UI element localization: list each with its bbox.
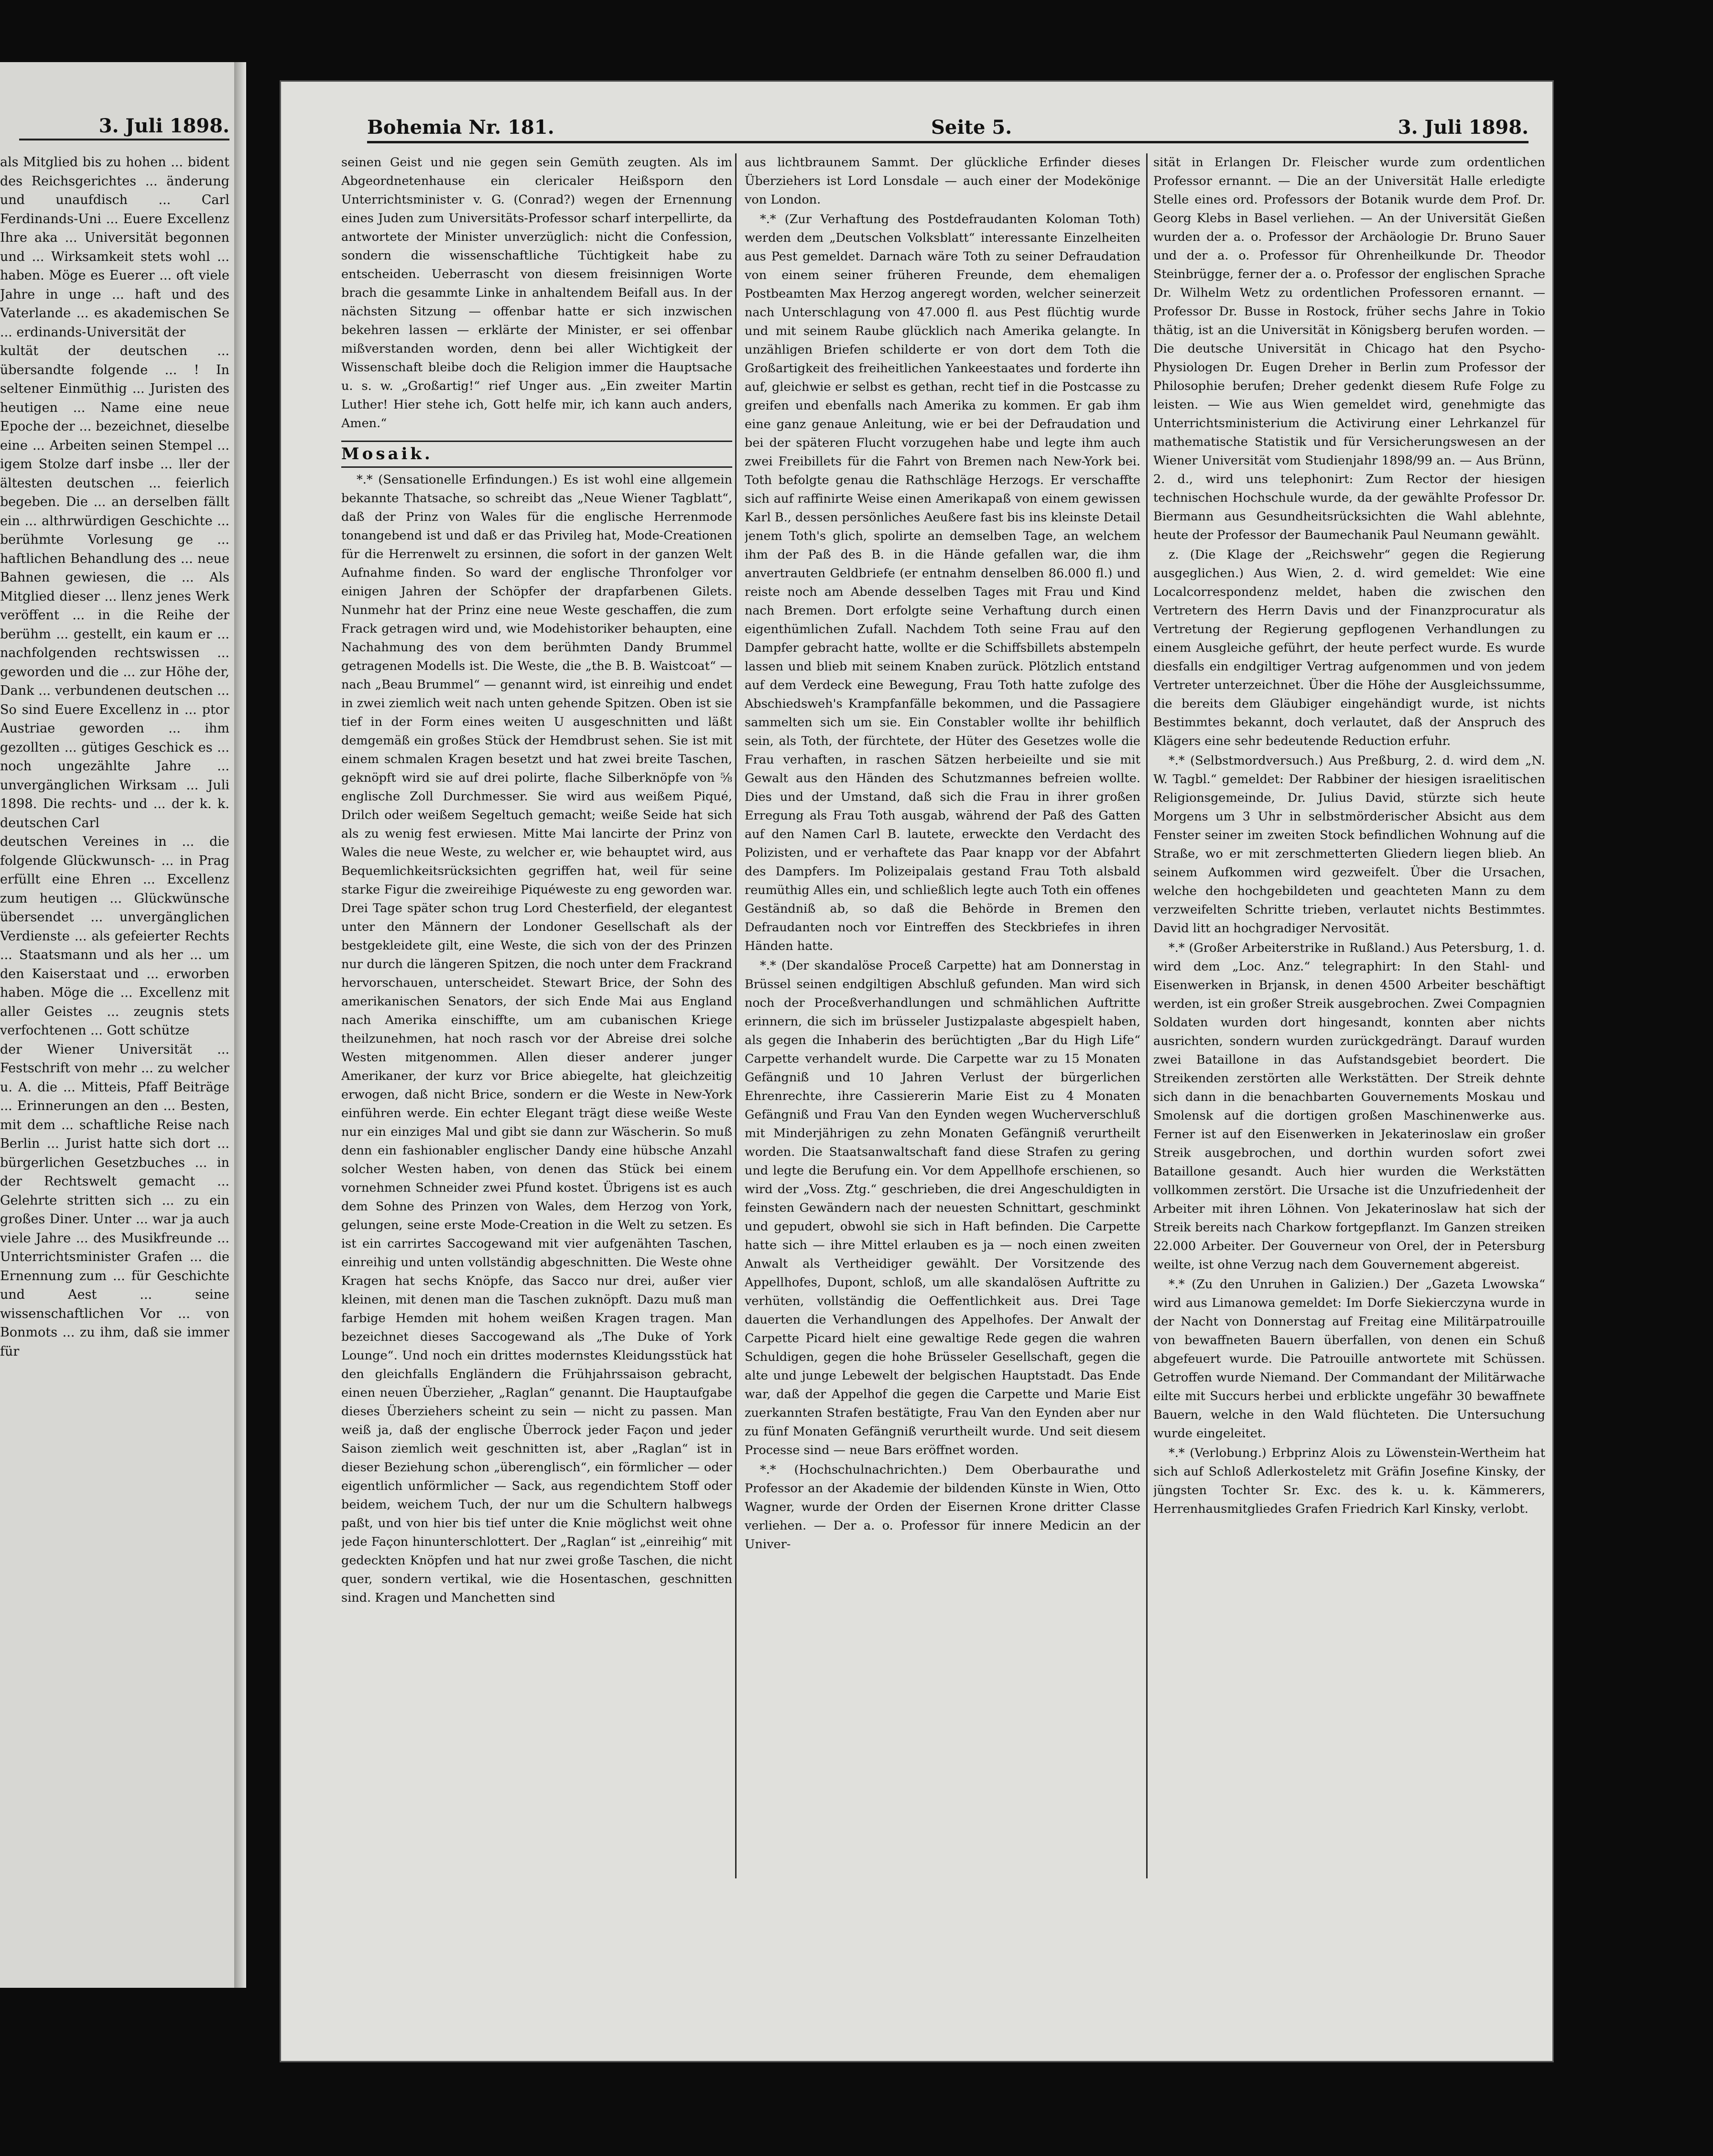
issue-date: 3. Juli 1898. xyxy=(1398,116,1529,139)
column-rule xyxy=(1146,153,1148,1878)
previous-page-fragment xyxy=(0,62,246,1988)
previous-page-paragraph: der Wiener Universität ... Festschrift von mehr ... zu welcher u. A. die ... Mitteis, Pfaff Beiträge ... Erinnerungen an den ... Besten, mit dem ... schaftliche Reise nach Berlin ... Jurist hatte sich dort ... bürgerlichen Gesetzbuches ... in der Rechtswelt gemacht ... Gelehrte stritten sich ... zu ein großes Diner. Unter ... war ja auch viele Jahre ... des Musikfreunde ... Unterrichtsminister Grafen ... die Ernennung zum ... für Geschichte und Aest ... seine wissenschaftlichen Vor ... von Bonmots ... zu ihm, daß sie immer für xyxy=(0,1042,229,1359)
article-paragraph: *.* (Sensationelle Erfindungen.) Es ist wohl eine allgemein bekannte Thatsache, so schreibt das „Neue Wiener Tagblatt“, daß der Prinz von Wales für die englische Herrenmode tonangebend ist und daß er das Privileg hat, Mode-Creationen für die Herrenwelt zu ersinnen, die sofort in der ganzen Welt Aufnahme finden. So ward der englische Thronfolger vor einigen Jahren der Schöpfer der drapfarbenen Gilets. Nunmehr hat der Prinz eine neue Weste geschaffen, die zum Frack getragen wird und, wie Modehistoriker behaupten, eine Nachahmung des von dem berühmten Dandy Brummel getragenen Modells ist. Die Weste, die „the B. B. Waistcoat“ — nach „Beau Brummel“ — genannt wird, ist einreihig und endet in zwei ziemlich weit nach unten gehende Spitzen. Oben ist sie tief in der Form eines weiten U ausgeschnitten und läßt demgemäß ein großes Stück der Hemdbrust sehen. Sie ist mit einem schmalen Kragen besetzt und hat zwei breite Taschen, geknöpft wird sie auf drei polirte, flache Silberknöpfe von ⅝ englische Zoll Durchmesser. Sie wird aus weißem Piqué, Drilch oder weißem Segeltuch gemacht; weiße Seide hat sich als zu wenig fest erwiesen. Mitte Mai lancirte der Prinz von Wales die neue Weste, zu welcher er, wie behauptet wird, aus Bequemlichkeitsrücksichten gegriffen hat, weil für seine starke Figur die zweireihige Piquéweste zu eng geworden war. Drei Tage später schon trug Lord Chesterfield, der elegantest unter den Männern der Londoner Gesellschaft als der bestgekleidete gilt, eine Weste, die sich von der des Prinzen nur durch die längeren Spitzen, die noch unter dem Frackrand hervorschauen, unterscheidet. Stewart Brice, der Sohn des amerikanischen Senators, der sich Ende Mai aus England nach Amerika einschiffte, um am cubanischen Kriege theilzunehmen, hat noch rasch vor der Abreise drei solche Westen mitgenommen. Allen dieser anderer junger Amerikaner, der kurz vor Brice abiegelte, hat gleichzeitig erwogen, daß nicht Brice, sondern er die Weste in New-York einführen werde. Ein echter Elegant trägt diese weiße Weste nur ein einziges Mal und gibt sie dann zur Wäscherin. So muß denn ein fashionabler englischer Dandy eine hübsche Anzahl solcher Westen haben, von denen das Stück bei einem vornehmen Schneider zwei Pfund kostet. Übrigens ist es auch dem Sohne des Prinzen von Wales, dem Herzog von York, gelungen, seine erste Mode-Creation in die Welt zu setzen. Es ist ein carrirtes Saccogewand mit vier aufgenähten Taschen, einreihig und unten vollständig abgeschnitten. Die Weste ohne Kragen hat sechs Knöpfe, das Sacco nur drei, außer vier kleinen, mit denen man die Taschen zuknöpft. Dazu muß man farbige Hemden mit hohem weißen Kragen tragen. Man bezeichnet dieses Saccogewand als „The Duke of York Lounge“. Und noch ein drittes modernstes Kleidungsstück hat den gleichfalls Engländern die Frühjahrssaison gebracht, einen neuen Überzieher, „Raglan“ genannt. Die Hauptaufgabe dieses Überziehers scheint zu sein — nicht zu passen. Man weiß ja, daß der englische Überrock jeder Façon und jeder Saison ziemlich weit geschnitten ist, aber „Raglan“ ist in dieser Beziehung schon „überenglisch“, ein förmlicher — oder eigentlich unförmlicher — Sack, aus regendichtem Stoff oder beidem, weichem Tuch, der nur um die Schultern halbwegs paßt, und von hier bis tief unter die Knie möglichst weit ohne jede Façon hinunterschlottert. Der „Raglan“ ist „einreihig“ mit gedeckten Knöpfen und hat nur zwei große Taschen, die nicht quer, sondern vertikal, wie die Hosentaschen, geschnitten sind. Kragen und Manchetten sind xyxy=(341,473,732,1605)
article-paragraph: sität in Erlangen Dr. Fleischer wurde zum ordentlichen Professor ernannt. — Die an der Universität Halle erledigte Stelle eines ord. Professors der Botanik wurde dem Prof. Dr. Georg Klebs in Basel verliehen. — An der Universität Gießen wurden der a. o. Professor der Archäologie Dr. Bruno Sauer und der a. o. Professor für Ohrenheilkunde Dr. Theodor Steinbrügge, ferner der a. o. Professor der englischen Sprache Dr. Wilhelm Wetz zu ordentlichen Professoren ernannt. — Professor Dr. Busse in Rostock, früher sechs Jahre in Tokio thätig, ist an die Universität in Königsberg berufen worden. — Die deutsche Universität in Chicago hat den Psycho-Physiologen Dr. Eugen Dreher in Berlin zum Professor der Philosophie berufen; Dreher gedenkt diesem Rufe Folge zu leisten. — Wie aus Wien gemeldet wird, genehmigte das Unterrichtsministerium die Activirung einer Lehrkanzel für mathematische Statistik und für Versicherungswesen an der Wiener Universität vom Studienjahr 1898/99 an. — Aus Brünn, 2. d., wird uns telephonirt: Zum Rector der hiesigen technischen Hochschule wurde, da der gewählte Professor Dr. Biermann aus Gesundheitsrücksichten die Wahl ablehnte, heute der Professor der Baumechanik Paul Neumann gewählt. xyxy=(1153,155,1545,542)
text-column-1 xyxy=(341,153,732,1912)
article-paragraph: *.* (Hochschulnachrichten.) Dem Oberbaurathe und Professor an der Akademie der bildenden Künste in Wien, Otto Wagner, wurde der Orden der Eisernen Krone dritter Classe verliehen. — Der a. o. Professor für innere Medicin an der Univer- xyxy=(745,1463,1140,1552)
article-paragraph: *.* (Selbstmordversuch.) Aus Preßburg, 2. d. wird dem „N. W. Tagbl.“ gemeldet: Der Rabbiner der hiesigen israelitischen Religionsgemeinde, Dr. Julius David, stürzte sich heute Morgens um 3 Uhr in selbstmörderischer Absicht aus dem Fenster seiner im zweiten Stock befindlichen Wohnung auf die Straße, wo er mit zerschmetterten Gliedern liegen blieb. An seinem Aufkommen wird gezweifelt. Über die Ursachen, welche den hochgebildeten und geachteten Mann zu dem verzweifelten Schritte trieben, verlautet nichts Bestimmtes. David litt an hochgradiger Nervosität. xyxy=(1153,754,1545,936)
previous-page-paragraph: kultät der deutschen ... übersandte folgende ... ! In seltener Einmüthig ... Juristen des heutigen ... Name eine neue Epoche der ... bezeichnet, dieselbe eine ... Arbeiten seinen Stempel ... igem Stolze darf insbe ... ller der ältesten deutschen ... feierlich begeben. Die ... an derselben fällt ein ... althrwürdigen Geschichte ... berühmte Vorlesung ge ... haftlichen Behandlung des ... neue Bahnen gewiesen, die ... Als Mitglied dieser ... llenz jenes Werk veröffent ... in die Reihe der berühm ... gestellt, ein kaum er ... nachfolgenden rechtswissen ... geworden und die ... zur Höhe der, Dank ... verbundenen deutschen ... So sind Euere Excellenz in ... ptor Austriae geworden ... ihm gezollten ... gütiges Geschick es ... noch ungezählte Jahre ... unvergänglichen Wirksam ... Juli 1898. Die rechts- und ... der k. k. deutschen Carl xyxy=(0,344,229,830)
column-rule xyxy=(735,153,737,1878)
newspaper-page xyxy=(280,80,1554,2062)
article-paragraph: *.* (Verlobung.) Erbprinz Alois zu Löwenstein-Wertheim hat sich auf Schloß Adlerkosteletz mit Gräfin Josefine Kinsky, der jüngsten Tochter Sr. Exc. des k. u. k. Kämmerers, Herrenhausmitgliedes Grafen Friedrich Karl Kinsky, verlobt. xyxy=(1153,1446,1545,1516)
article-paragraph: *.* (Der skandalöse Proceß Carpette) hat am Donnerstag in Brüssel seinen endgiltigen Abschluß gefunden. Man wird sich noch der Proceßverhandlungen und schmählichen Auftritte erinnern, die sich im brüsseler Justizpalaste abgespielt haben, als gegen die Inhaberin des berüchtigten „Bar du High Life“ Carpette verhandelt wurde. Die Carpette war zu 15 Monaten Gefängniß und 10 Jahren Verlust der bürgerlichen Ehrenrechte, ihre Cassiererin Marie Eist zu 4 Monaten Gefängniß und Frau Van den Eynden wegen Wucherverschluß mit Minderjährigen zu zehn Monaten Gefängniß verurtheilt worden. Die Staatsanwaltschaft fand diese Strafen zu gering und legte die Berufung ein. Vor dem Appellhofe erschienen, so wird der „Voss. Ztg.“ geschrieben, die drei Angeschuldigten in feinsten Gewändern nach der neuesten Schnittart, geschminkt und gepudert, obwohl sie sich in Haft befinden. Die Carpette hatte sich — ihre Mittel erlauben es ja — noch einen zweiten Anwalt als Vertheidiger gewählt. Der Vorsitzende des Appellhofes, Dupont, schloß, um alle skandalösen Auftritte zu verhüten, vollständig die Oeffentlichkeit aus. Drei Tage dauerten die Verhandlungen des Appelhofes. Der Anwalt der Carpette Picard hielt eine gewaltige Rede gegen die wahren Schuldigen, gegen die hohe Brüsseler Gesellschaft, gegen die alte und junge Lebewelt der belgischen Hauptstadt. Das Ende war, daß der Appelhof die gegen die Carpette und Marie Eist zuerkannten Strafen bestätigte, Frau Van den Eynden aber nur zu fünf Monaten Gefängniß verurtheilt wurde. Und seit diesem Processe sind — neue Bars eröffnet worden. xyxy=(745,959,1140,1457)
article-paragraph: aus lichtbraunem Sammt. Der glückliche Erfinder dieses Überziehers ist Lord Lonsdale — auch einer der Modekönige von London. xyxy=(745,155,1140,207)
article-paragraph: *.* (Großer Arbeiterstrike in Rußland.) Aus Petersburg, 1. d. wird dem „Loc. Anz.“ telegraphirt: In den Stahl- und Eisenwerken in Brjansk, in denen 4500 Arbeiter beschäftigt werden, ist ein großer Streik ausgebrochen. Zwei Compagnien Soldaten wurden dort hingesandt, konnten aber nichts ausrichten, sondern wurden zurückgedrängt. Darauf wurden zwei Bataillone in das Aufstandsgebiet beordert. Die Streikenden zerstörten alle Werkstätten. Der Streik dehnte sich dann in die benachbarten Gouvernements Moskau und Smolensk auf die dortigen großen Maschinenwerke aus. Ferner ist auf den Eisenwerken in Jekaterinoslaw ein großer Streik ausgebrochen, und dorthin wurden sofort zwei Bataillone gesandt. Auch hier wurden die Werkstätten vollkommen zerstört. Die Ursache ist die Unzufriedenheit der Arbeiter mit ihren Löhnen. Von Jekaterinoslaw hat sich der Streik bereits nach Charkow fortgepflanzt. Im Ganzen streiken 22.000 Arbeiter. Der Gouverneur von Orel, der in Petersburg weilte, ist ohne Verzug nach dem Gouvernement abgereist. xyxy=(1153,941,1545,1272)
previous-page-column xyxy=(0,153,229,1361)
article-paragraph: *.* (Zur Verhaftung des Postdefraudanten Koloman Toth) werden dem „Deutschen Volksblatt“ interessante Einzelheiten aus Pest gemeldet. Darnach wäre Toth zu seiner Defraudation von einem seiner früheren Freunde, dem ehemaligen Postbeamten Max Herzog angeregt worden, welcher seinerzeit nach Unterschlagung von 47.000 fl. aus Pest flüchtig wurde und mit seinem Raube glücklich nach Amerika gelangte. In unzähligen Briefen schilderte er von dort dem Toth die Großartigkeit des freiheitlichen Yankeestaates und forderte ihn auf, gleichwie er selbst es gethan, recht tief in die Postcasse zu greifen und ebenfalls nach Amerika zu kommen. Er gab ihm eine ganz genaue Anleitung, wie er bei der Defraudation und bei der späteren Flucht vorzugehen habe und legte ihm auch zwei Freibillets für die Fahrt von Bremen nach New-York bei. Toth befolgte genau die Rathschläge Herzogs. Er verschaffte sich auf raffinirte Weise einen Amerikapaß von einem gewissen Karl B., dessen persönliches Aeußere fast bis ins kleinste Detail jenem Toth's glich, spolirte an demselben Tage, an welchem ihm der Paß des B. in die Hände gefallen war, die ihm anvertrauten Geldbriefe (er entnahm denselben 86.000 fl.) und reiste noch am Abende desselben Tages mit Frau und Kind nach Bremen. Dort erfolgte seine Verhaftung durch einen eigenthümlichen Zufall. Nachdem Toth seine Frau auf den Dampfer gebracht hatte, wollte er die Schiffsbillets abstempeln lassen und blieb mit seinem Knaben zurück. Plötzlich entstand auf dem Verdeck eine Bewegung, Frau Toth hatte zufolge des Abschiedsweh's Krampfanfälle bekommen, und die Passagiere sammelten sich um sie. Ein Constabler wollte ihr behilflich sein, als Toth, der fürchtete, der Hüter des Gesetzes wolle die Frau verhaften, in raschen Sätzen herbeieilte und sie mit Gewalt aus den Händen des Schutzmannes befreien wollte. Dies und der Umstand, daß sich die Frau in ihrer großen Erregung als Frau Toth ausgab, während der Paß des Gatten auf den Namen Carl B. lautete, erweckte den Verdacht des Polizisten, und er verhaftete das Paar knapp vor der Abfahrt des Dampfers. Im Polizeipalais gestand Frau Toth alsbald reumüthig Alles ein, und schließlich legte auch Toth ein offenes Geständniß ab, so daß die Behörde in Bremen den Defraudanten noch vor Eintreffen des Steckbriefes in ihren Händen hatte. xyxy=(745,212,1140,953)
previous-page-header: 3. Juli 1898. xyxy=(19,115,229,140)
section-title: Mosaik. xyxy=(341,441,732,468)
article-paragraph: seinen Geist und nie gegen sein Gemüth zeugten. Als im Abgeordnetenhause ein clericaler Heißsporn den Unterrichtsminister v. G. (Conrad?) wegen der Ernennung eines Juden zum Universitäts-Professor scharf interpellirte, da antwortete der Minister unverzüglich: nicht die Confession, sondern die wissenschaftliche Tüchtigkeit habe zu entscheiden. Ueberrascht von diesem freisinnigen Worte brach die gesammte Linke in anhaltendem Beifall aus. In der nächsten Sitzung — offenbar hatte er sich inzwischen bekehren lassen — erklärte der Minister, er sei offenbar mißverstanden worden, denn bei aller Wichtigkeit der Wissenschaft bleibe doch die Religion immer die Hauptsache u. s. w. „Großartig!“ rief Unger aus. „Ein zweiter Martin Luther! Hier stehe ich, Gott helfe mir, ich kann auch anders, Amen.“ xyxy=(341,155,732,431)
page-header xyxy=(367,116,1529,143)
previous-page-paragraph: deutschen Vereines in ... die folgende Glückwunsch- ... in Prag erfüllt eine Ehren ... Excellenz zum heutigen ... Glückwünsche übersendet ... unvergänglichen Verdienste ... als gefeierter Rechts ... Staatsmann und als her ... um den Kaiserstaat und ... erworben haben. Möge die ... Excellenz mit aller Geistes ... zeugnis stets verfochtenen ... Gott schütze xyxy=(0,834,229,1038)
article-paragraph: *.* (Zu den Unruhen in Galizien.) Der „Gazeta Lwowska“ wird aus Limanowa gemeldet: Im Dorfe Siekierczyna wurde in der Nacht von Donnerstag auf Freitag eine Militärpatrouille von bewaffneten Bauern überfallen, von denen ein Schuß abgefeuert wurde. Die Patrouille antwortete mit Schüssen. Getroffen wurde Niemand. Der Commandant der Militärwache eilte mit Succurs herbei und erblickte ungefähr 30 bewaffnete Bauern, welche in den Wald flüchteten. Die Untersuchung wurde eingeleitet. xyxy=(1153,1277,1545,1441)
previous-page-paragraph: als Mitglied bis zu hohen ... bident des Reichsgerichtes ... änderung und unaufdisch ... Carl Ferdinands-Uni ... Euere Excellenz Ihre aka ... Universität begonnen und ... Wirksamkeit stets wohl ... haben. Möge es Euerer ... oft viele Jahre in unge ... haft und des Vaterlande ... es akademischen Se ... erdinands-Universität der xyxy=(0,155,229,340)
text-column-2 xyxy=(745,153,1140,1912)
masthead-issue: Bohemia Nr. 181. xyxy=(367,116,554,139)
page-fold-shadow xyxy=(234,62,246,1988)
article-paragraph: z. (Die Klage der „Reichswehr“ gegen die Regierung ausgeglichen.) Aus Wien, 2. d. wird gemeldet: Wie eine Localcorrespondenz meldet, haben die zwischen den Vertretern des Herrn Davis und der Finanzprocuratur als Vertretung der Regierung gepflogenen Verhandlungen zu einem Ausgleiche geführt, der heute perfect wurde. Es wurde diesfalls ein endgiltiger Vertrag aufgenommen und von jedem Vertreter unterzeichnet. Über die Höhe der Ausgleichssumme, die bereits dem Gläubiger eingehändigt wurde, ist nichts Bestimmtes bekannt, doch verlautet, daß der Anspruch des Klägers eine sehr bedeutende Reduction erfuhr. xyxy=(1153,548,1545,748)
text-column-3 xyxy=(1153,153,1545,1912)
page-number: Seite 5. xyxy=(931,116,1012,139)
